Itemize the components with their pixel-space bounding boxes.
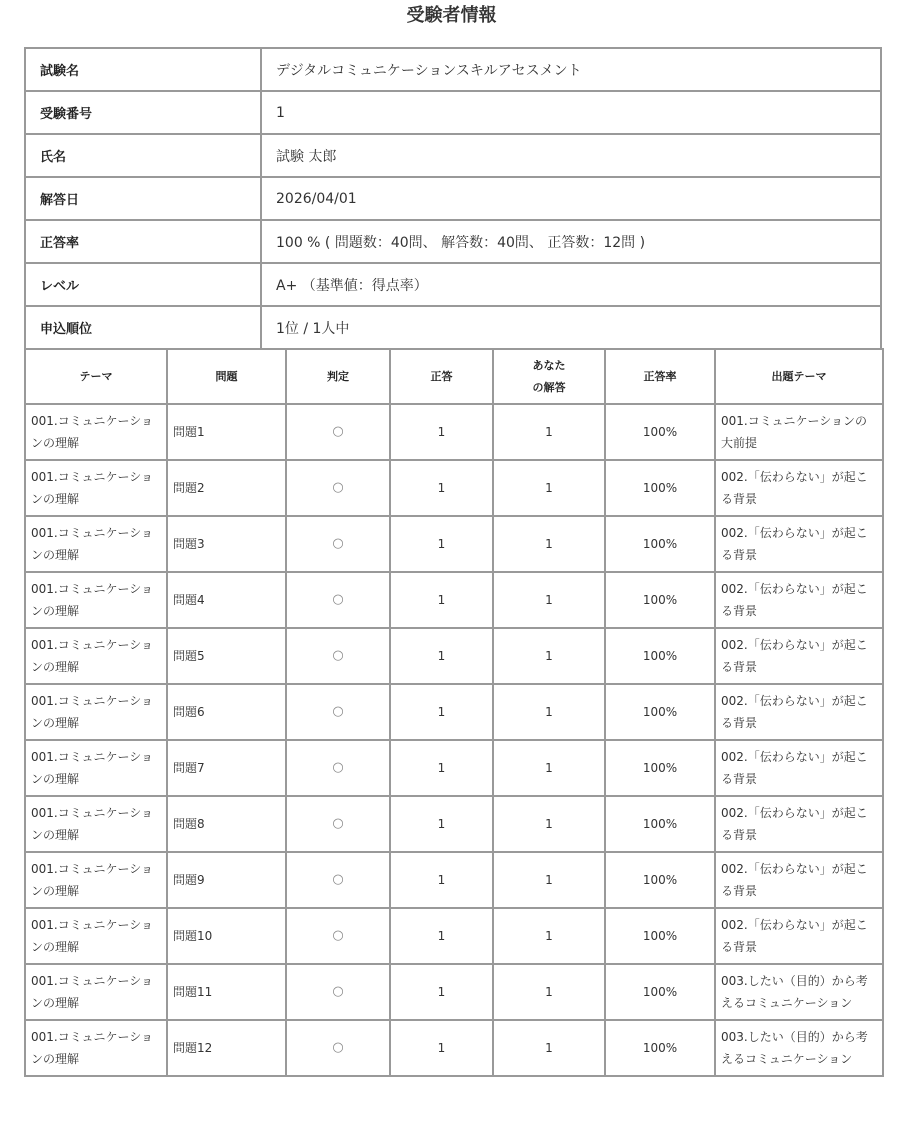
question-cell: 問題10 [167,908,286,964]
your-answer-cell: 1 [493,628,605,684]
your-answer-cell: 1 [493,740,605,796]
info-label: 受験番号 [25,91,261,134]
theme-cell: 001.コミュニケーションの理解 [25,964,167,1020]
your-answer-cell: 1 [493,460,605,516]
column-header-correct-answer: 正答 [390,349,493,404]
column-header-theme: テーマ [25,349,167,404]
table-row [25,964,883,1020]
info-row-level [25,263,881,306]
judgement-cell: ○ [286,852,390,908]
correct-answer-cell: 1 [390,628,493,684]
column-header-your-answer: あなた の解答 [493,349,605,404]
question-cell: 問題3 [167,516,286,572]
correct-rate-cell: 100% [605,908,715,964]
info-value: 100 % ( 問題数：40問、 解答数：40問、 正答数：12問 ) [261,220,881,263]
judgement-cell: ○ [286,1020,390,1076]
judgement-cell: ○ [286,684,390,740]
judgement-cell: ○ [286,796,390,852]
correct-rate-cell: 100% [605,460,715,516]
question-cell: 問題2 [167,460,286,516]
question-cell: 問題8 [167,796,286,852]
theme-cell: 001.コミュニケーションの理解 [25,628,167,684]
column-header-correct-rate: 正答率 [605,349,715,404]
table-row [25,908,883,964]
your-answer-cell: 1 [493,572,605,628]
topic-cell: 002.「伝わらない」が起こる背景 [715,628,883,684]
table-row [25,796,883,852]
correct-answer-cell: 1 [390,572,493,628]
correct-rate-cell: 100% [605,404,715,460]
topic-cell: 003.したい（目的）から考えるコミュニケーション [715,1020,883,1076]
question-cell: 問題1 [167,404,286,460]
question-cell: 問題4 [167,572,286,628]
results-header-row [25,349,883,404]
info-value: 1位 / 1人中 [261,306,881,349]
your-answer-cell: 1 [493,684,605,740]
judgement-cell: ○ [286,628,390,684]
info-row-answer-date [25,177,881,220]
theme-cell: 001.コミュニケーションの理解 [25,404,167,460]
theme-cell: 001.コミュニケーションの理解 [25,1020,167,1076]
judgement-cell: ○ [286,516,390,572]
topic-cell: 002.「伝わらない」が起こる背景 [715,852,883,908]
topic-cell: 002.「伝わらない」が起こる背景 [715,908,883,964]
correct-rate-cell: 100% [605,740,715,796]
correct-answer-cell: 1 [390,1020,493,1076]
info-label: 正答率 [25,220,261,263]
correct-answer-cell: 1 [390,516,493,572]
question-cell: 問題12 [167,1020,286,1076]
theme-cell: 001.コミュニケーションの理解 [25,572,167,628]
question-cell: 問題11 [167,964,286,1020]
info-label: 解答日 [25,177,261,220]
topic-cell: 002.「伝わらない」が起こる背景 [715,460,883,516]
correct-answer-cell: 1 [390,852,493,908]
info-label: 申込順位 [25,306,261,349]
judgement-cell: ○ [286,404,390,460]
info-row-name [25,134,881,177]
question-cell: 問題6 [167,684,286,740]
column-header-topic: 出題テーマ [715,349,883,404]
column-header-question: 問題 [167,349,286,404]
correct-rate-cell: 100% [605,684,715,740]
correct-rate-cell: 100% [605,1020,715,1076]
content [24,47,882,1077]
info-value: 1 [261,91,881,134]
correct-answer-cell: 1 [390,796,493,852]
correct-rate-cell: 100% [605,852,715,908]
correct-answer-cell: 1 [390,740,493,796]
topic-cell: 002.「伝わらない」が起こる背景 [715,684,883,740]
correct-answer-cell: 1 [390,964,493,1020]
topic-cell: 002.「伝わらない」が起こる背景 [715,516,883,572]
table-row [25,628,883,684]
info-row-correct-rate [25,220,881,263]
your-answer-cell: 1 [493,852,605,908]
your-answer-cell: 1 [493,908,605,964]
correct-answer-cell: 1 [390,684,493,740]
table-row [25,572,883,628]
judgement-cell: ○ [286,908,390,964]
correct-rate-cell: 100% [605,516,715,572]
correct-answer-cell: 1 [390,908,493,964]
table-row [25,1020,883,1076]
correct-rate-cell: 100% [605,964,715,1020]
topic-cell: 001.コミュニケーションの大前提 [715,404,883,460]
topic-cell: 002.「伝わらない」が起こる背景 [715,572,883,628]
page-title: 受験者情報 [406,5,497,26]
correct-rate-cell: 100% [605,796,715,852]
theme-cell: 001.コミュニケーションの理解 [25,684,167,740]
info-value: 2026/04/01 [261,177,881,220]
table-row [25,460,883,516]
info-row-exam-name [25,48,881,91]
info-value: デジタルコミュニケーションスキルアセスメント [261,48,881,91]
info-row-examinee-number [25,91,881,134]
correct-rate-cell: 100% [605,628,715,684]
your-answer-cell: 1 [493,516,605,572]
correct-answer-cell: 1 [390,460,493,516]
question-cell: 問題5 [167,628,286,684]
results-table [24,348,884,1077]
info-label: レベル [25,263,261,306]
your-answer-cell: 1 [493,404,605,460]
theme-cell: 001.コミュニケーションの理解 [25,516,167,572]
correct-rate-cell: 100% [605,572,715,628]
your-answer-cell: 1 [493,1020,605,1076]
info-label: 氏名 [25,134,261,177]
judgement-cell: ○ [286,572,390,628]
judgement-cell: ○ [286,740,390,796]
theme-cell: 001.コミュニケーションの理解 [25,740,167,796]
theme-cell: 001.コミュニケーションの理解 [25,908,167,964]
correct-answer-cell: 1 [390,404,493,460]
table-row [25,852,883,908]
your-answer-cell: 1 [493,964,605,1020]
info-label: 試験名 [25,48,261,91]
question-cell: 問題7 [167,740,286,796]
topic-cell: 002.「伝わらない」が起こる背景 [715,796,883,852]
examinee-info-table [24,47,882,350]
your-answer-cell: 1 [493,796,605,852]
info-value: 試験 太郎 [261,134,881,177]
theme-cell: 001.コミュニケーションの理解 [25,460,167,516]
topic-cell: 002.「伝わらない」が起こる背景 [715,740,883,796]
judgement-cell: ○ [286,460,390,516]
judgement-cell: ○ [286,964,390,1020]
topic-cell: 003.したい（目的）から考えるコミュニケーション [715,964,883,1020]
table-row [25,404,883,460]
info-value: A+ （基準値：得点率） [261,263,881,306]
column-header-judgement: 判定 [286,349,390,404]
table-row [25,516,883,572]
table-row [25,740,883,796]
theme-cell: 001.コミュニケーションの理解 [25,796,167,852]
theme-cell: 001.コミュニケーションの理解 [25,852,167,908]
info-row-application-rank [25,306,881,349]
question-cell: 問題9 [167,852,286,908]
table-row [25,684,883,740]
